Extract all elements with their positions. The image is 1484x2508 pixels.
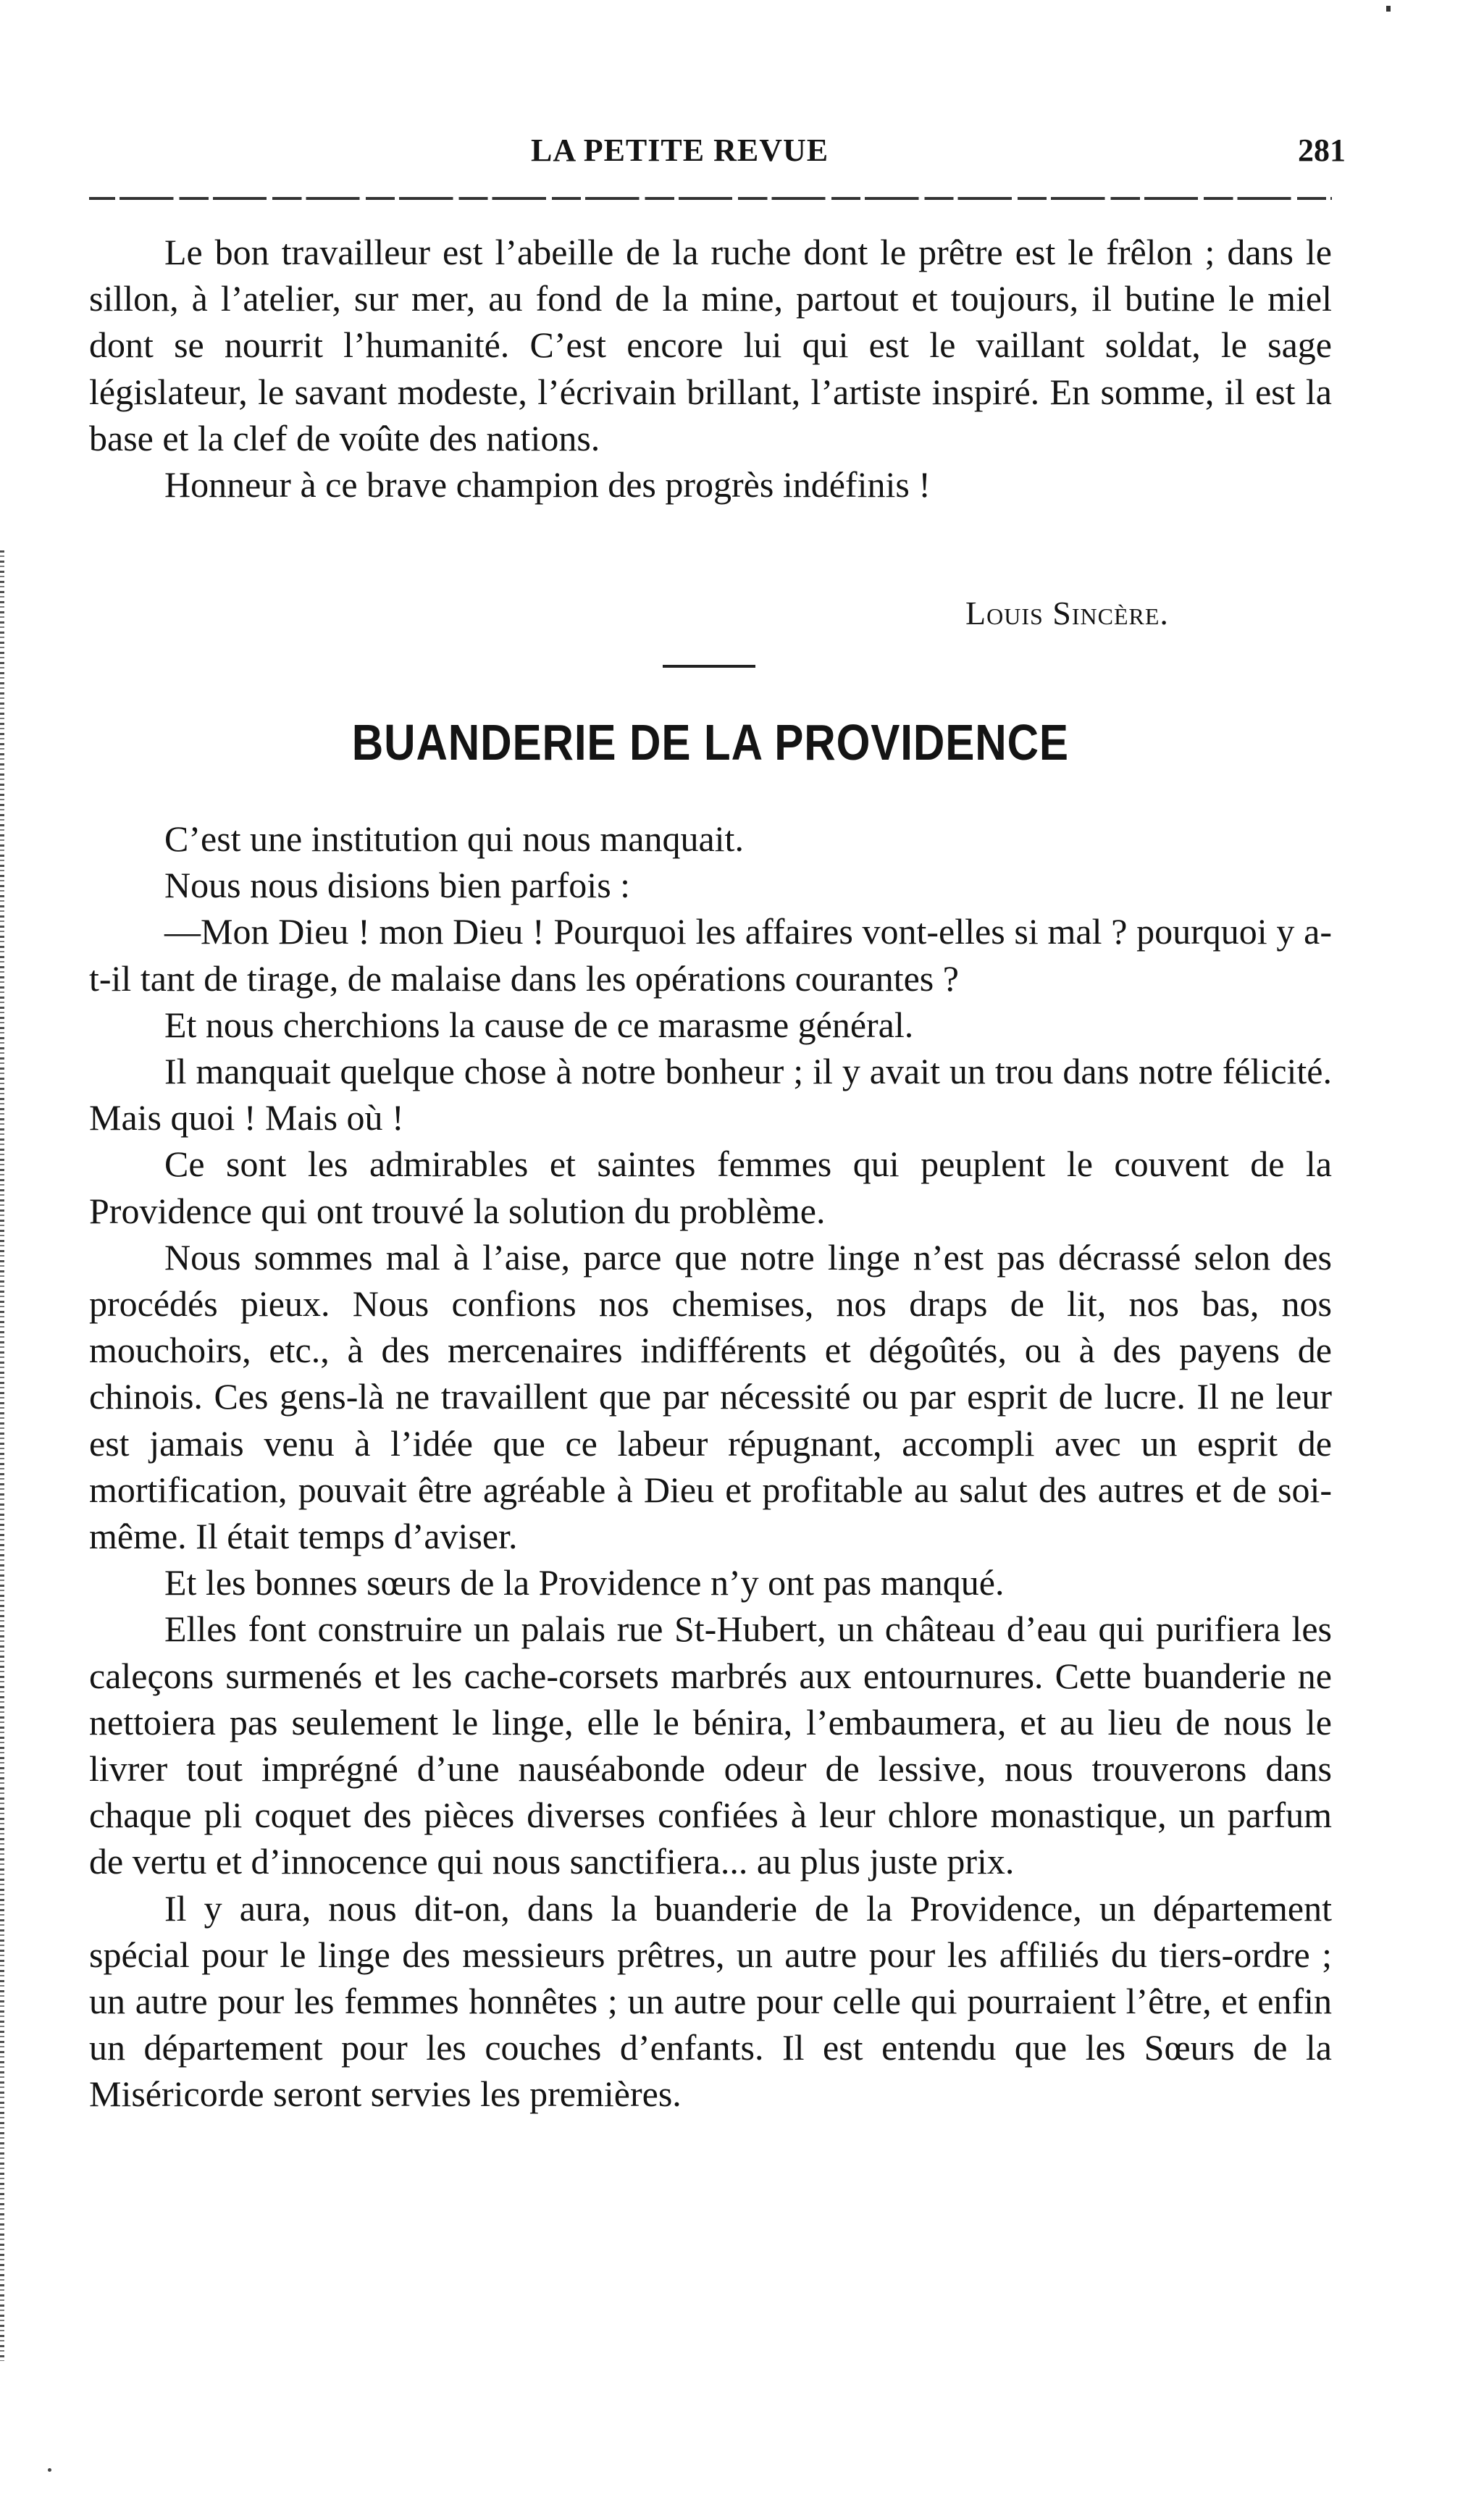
paragraph: Le bon travailleur est l’abeille de la ruche dont le prêtre est le frêlon ; dans le sillon, à l’atelier, sur mer, au fond de la mine, partout et toujours, il butine le miel dont se nourrit l’humanité. C’est encore lui qui est le vaillant soldat, le sage législateur, le savant modeste, l’écrivain brillant, l’artiste inspiré. En somme, il est la base et la clef de voûte des nations. — [89, 232, 1332, 458]
page-number: 281 — [1298, 133, 1346, 168]
article-title: BUANDERIE DE LA PROVIDENCE — [351, 714, 1069, 771]
header-rule — [89, 197, 1332, 200]
section-separator — [663, 665, 755, 668]
paragraph: Nous sommes mal à l’aise, parce que notre linge n’est pas décrassé selon des procédés pieux. Nous confions nos chemises, nos draps de lit, nos bas, nos mouchoirs, etc., à des mercenaires indifférents et dégoûtés, ou à des payens de chinois. Ces gens-là ne travaillent que par nécessité ou par esprit de lucre. Il ne leur est jamais venu à l’idée que ce labeur répugnant, accompli avec un esprit de mortification, pouvait être agréable à Dieu et profitable au salut des autres et de soi-même. Il était temps d’aviser. — [89, 1236, 1332, 1557]
ink-speck — [48, 2468, 51, 2472]
article-continuation — [89, 229, 1332, 508]
paragraph: Nous nous disions bien parfois : — [164, 865, 631, 906]
paragraph: Il manquait quelque chose à notre bonheur ; il y avait un trou dans notre félicité. Mais quoi ! Mais où ! — [89, 1051, 1332, 1138]
running-title: LA PETITE REVUE — [531, 133, 829, 168]
binding-edge — [0, 550, 4, 2361]
paragraph: —Mon Dieu ! mon Dieu ! Pourquoi les affaires vont-elles si mal ? pourquoi y a-t-il tant de tirage, de malaise dans les opérations courantes ? — [89, 911, 1332, 999]
author-signature: Louis Sincère. — [965, 595, 1169, 632]
ink-speck — [1386, 6, 1391, 12]
paragraph: Et nous cherchions la cause de ce marasme général. — [164, 1004, 914, 1045]
paragraph: Elles font construire un palais rue St-Hubert, un château d’eau qui purifiera les caleçons surmenés et les cache-corsets marbrés aux entournures. Cette buanderie ne nettoiera pas seulement le linge, elle le bénira, l’embaumera, et au lieu de nous le livrer tout imprégné d’une nauséabonde odeur de lessive, nous trouverons dans chaque pli coquet des pièces diverses confiées à leur chlore monastique, un parfum de vertu et d’innocence qui nous sanctifiera... au plus juste prix. — [89, 1609, 1332, 1882]
paragraph: Honneur à ce brave champion des progrès indéfinis ! — [164, 464, 931, 506]
paragraph: Il y aura, nous dit-on, dans la buanderie de la Providence, un département spécial pour le linge des messieurs prêtres, un autre pour les affiliés du tiers-ordre ; un autre pour les femmes honnêtes ; un autre pour celle qui pourraient l’être, et enfin un département pour les couches d’enfants. Il est entendu que les Sœurs de la Miséricorde seront servies les premières. — [89, 1887, 1332, 2115]
article-body — [89, 815, 1332, 2118]
paragraph: Et les bonnes sœurs de la Providence n’y ont pas manqué. — [164, 1562, 1005, 1603]
paragraph: C’est une institution qui nous manquait. — [164, 818, 744, 859]
paragraph: Ce sont les admirables et saintes femmes qui peuplent le couvent de la Providence qui ont trouvé la solution du problème. — [89, 1144, 1332, 1231]
